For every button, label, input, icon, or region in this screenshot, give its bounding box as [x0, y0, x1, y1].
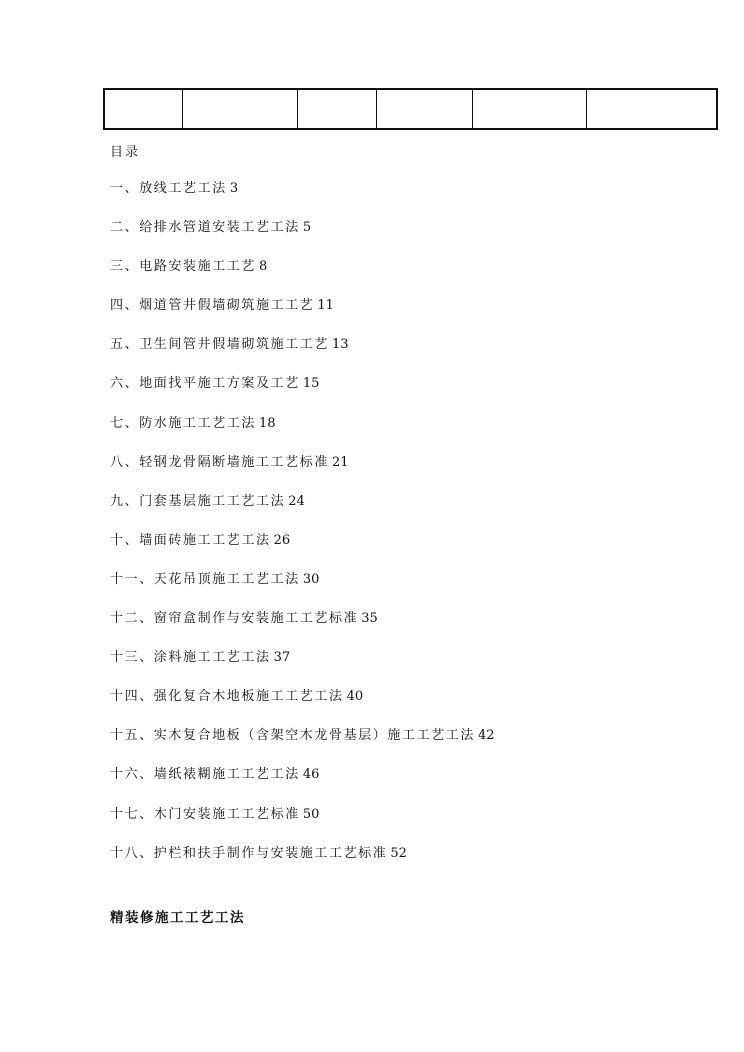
toc-item-label: 二、给排水管道安装工艺工法 — [110, 220, 300, 236]
toc-item-page-number: 3 — [229, 181, 239, 196]
toc-item-page-number: 15 — [302, 376, 320, 392]
toc-item-label: 九、门套基层施工工艺工法 — [110, 493, 286, 509]
toc-item-page-number: 5 — [302, 220, 312, 236]
toc-item-label: 十八、护栏和扶手制作与安装施工工艺标准 — [110, 845, 388, 861]
toc-item[interactable] — [110, 806, 495, 845]
toc-item-page-number: 11 — [317, 298, 334, 314]
toc-item-label: 十六、墙纸裱糊施工工艺工法 — [110, 767, 300, 783]
toc-item[interactable] — [110, 258, 495, 297]
toc-item-label: 七、防水施工工艺工法 — [110, 415, 257, 431]
toc-heading: 目录 — [110, 145, 141, 160]
toc-item[interactable] — [110, 336, 495, 375]
toc-item-label: 八、轻钢龙骨隔断墙施工工艺标准 — [110, 454, 330, 470]
header-cell — [183, 89, 298, 129]
toc-item-page-number: 46 — [302, 767, 320, 783]
header-cell — [377, 89, 473, 129]
toc-item-label: 一、放线工艺工法 — [110, 181, 227, 196]
document-title: 精装修施工工艺工法 — [110, 910, 245, 926]
header-cell — [104, 89, 183, 129]
toc-item-label: 十三、涂料施工工艺工法 — [110, 650, 271, 666]
toc-item-label: 十七、木门安装施工工艺标准 — [110, 806, 300, 822]
toc-item-page-number: 35 — [361, 611, 378, 627]
toc-item[interactable] — [110, 493, 495, 532]
toc-item-page-number: 21 — [332, 454, 349, 470]
toc-item-page-number: 18 — [259, 415, 276, 431]
toc-item-page-number: 52 — [390, 845, 407, 861]
toc-item-label: 四、烟道管井假墙砌筑施工工艺 — [110, 298, 315, 314]
toc-item-label: 三、电路安装施工工艺 — [110, 259, 257, 275]
toc-item[interactable] — [110, 571, 495, 610]
toc-item-label: 十四、强化复合木地板施工工艺工法 — [110, 689, 344, 705]
toc-item-page-number: 37 — [273, 650, 291, 666]
toc-list — [110, 180, 495, 884]
toc-item[interactable] — [110, 649, 495, 688]
toc-item-label: 十、墙面砖施工工艺工法 — [110, 532, 271, 548]
toc-item[interactable] — [110, 415, 495, 454]
toc-item[interactable] — [110, 727, 495, 766]
toc-item-page-number: 40 — [346, 689, 364, 705]
toc-item-page-number: 50 — [302, 806, 320, 822]
toc-item[interactable] — [110, 688, 495, 727]
toc-item[interactable] — [110, 610, 495, 649]
toc-item[interactable] — [110, 375, 495, 414]
toc-item-label: 六、地面找平施工方案及工艺 — [110, 376, 300, 392]
toc-item-page-number: 26 — [273, 532, 291, 548]
toc-item[interactable] — [110, 180, 495, 219]
toc-item-label: 十五、实木复合地板（含架空木龙骨基层）施工工艺工法 — [110, 728, 476, 744]
toc-item[interactable] — [110, 532, 495, 571]
toc-item-page-number: 13 — [332, 337, 349, 353]
toc-item[interactable] — [110, 845, 495, 884]
toc-item-label: 十一、天花吊顶施工工艺工法 — [110, 571, 300, 587]
toc-item-page-number: 24 — [288, 493, 305, 509]
toc-item-page-number: 8 — [259, 259, 268, 275]
toc-item[interactable] — [110, 766, 495, 805]
header-table-row — [104, 89, 717, 129]
toc-item-page-number: 42 — [478, 728, 495, 744]
toc-item[interactable] — [110, 454, 495, 493]
toc-item-page-number: 30 — [302, 571, 320, 587]
toc-item[interactable] — [110, 219, 495, 258]
toc-item-label: 五、卫生间管井假墙砌筑施工工艺 — [110, 337, 330, 353]
toc-item-label: 十二、窗帘盒制作与安装施工工艺标准 — [110, 611, 359, 627]
header-table — [103, 88, 718, 130]
header-cell — [587, 89, 718, 129]
header-cell — [473, 89, 587, 129]
header-cell — [298, 89, 377, 129]
toc-item[interactable] — [110, 297, 495, 336]
